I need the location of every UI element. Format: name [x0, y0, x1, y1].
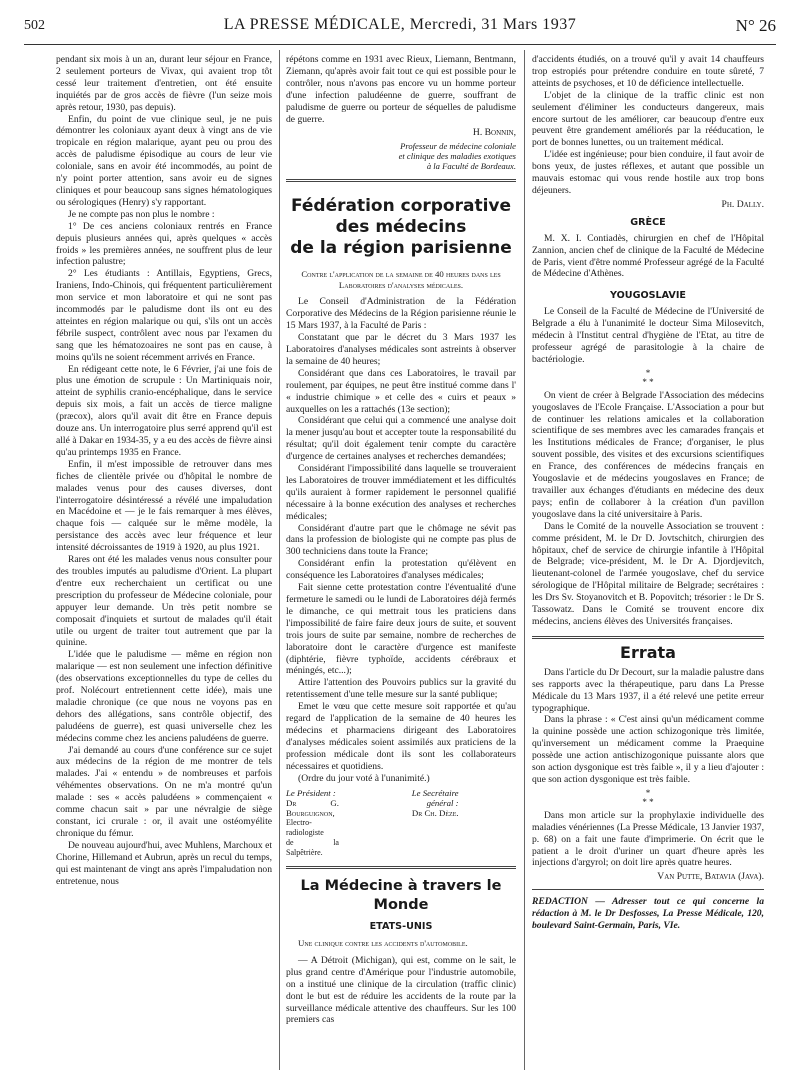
column-divider-2 [524, 50, 525, 1070]
president-title: Electro-radiologiste [286, 817, 324, 837]
author-signature: Van Putte, Batavia (Java). [657, 871, 764, 883]
col2-paragraph: répétons comme en 1931 avec Rieux, Liemann, Bentmann, Ziemann, qu'après avoir fait tout ce qui est possible pour le contrôler, nous n'avons pas encore vu un homme porteur d'une infection paludéenne de guerre, souffrant de paludisme de guerre ou porteur de séquelles de paludisme de guerre. [286, 54, 516, 125]
monde-paragraph: — A Détroit (Michigan), qui est, comme on le sait, le plus grand centre d'Amérique pour l'industrie automobile, on a institué une clinique de la circulation (traffic clinic) dont le but est de réduire les accidents de la route par la surveillance médicale attentive des chauffeurs. Sur les 100 premiers cas [286, 954, 516, 1026]
col1-paragraph: J'ai demandé au cours d'une conférence sur ce sujet aux médecins de la région de me montrer de tels malades. J'ai « entendu » de nombreuses et parfois véhémentes observations. On ne m'a montré qu'un malade : ses « accès paludéens » commençaient « comme chacun sait » par une névralgie de siège constant, ici crurale : or, il avait une ostéomyélite chronique du fémur. [56, 744, 272, 839]
secretary-label: Le Secrétaire général : [411, 787, 459, 808]
author-affiliation: et clinique des maladies exotiques [398, 151, 516, 162]
federation-signatures [286, 788, 516, 858]
yougo-paragraph: Le Conseil de la Faculté de Médecine de l'Université de Belgrade a élu à l'unanimité le docteur Sima Milosevitch, médecin à l'Institut central d'hygiène de l'Etat, au titre de professeur agrégé de parasitologie à la chaire de bactériologie. [532, 306, 764, 365]
title-line: de la région parisienne [290, 238, 512, 259]
col3-paragraph: d'accidents étudiés, on a trouvé qu'il y avait 14 chauffeurs trop estropiés pour prétendre conduire en toute sûreté, 7 atteints de psychoses, et 10 de déficience intellectuelle. [532, 54, 764, 89]
secretary-name: Dr Ch. Dèze. [411, 807, 459, 818]
col3-paragraph: L'idée est ingénieuse; pour bien conduire, il faut avoir de bons yeux, de justes réflexes, et autant que possible un mauvais estomac qui vous rende hostile aux trop bons déjeuners. [532, 149, 764, 196]
issue-number: N° 26 [735, 16, 776, 35]
president-label: Le Président : [286, 787, 336, 798]
president-block [286, 788, 396, 858]
federation-paragraph: Attire l'attention des Pouvoirs publics sur la gravité du retentissement d'une telle mesure sur la santé publique; [286, 677, 516, 701]
federation-paragraph: Constatant que par le décret du 3 Mars 1937 les Laboratoires d'analyses médicales sont astreints à observer la semaine de 40 heures; [286, 332, 516, 367]
col1-paragraph: 1° De ces anciens coloniaux rentrés en France depuis plusieurs années qui, après quelques « accès froids » les premières années, ne souffrent plus de leur infection palustre; [56, 220, 272, 268]
col1-paragraph: L'idée que le paludisme — même en région non malarique — est non seulement une infection définitive (des observations exceptionnelles du type de celles du prof. Nolécourt entretiennent cette idée), mais une maladie chronique (ce que nous ne voyons pas en dehors des allégations, sans contrôle objectif, des paludéens de guerre), est quasi universelle chez les médecins comme chez les anciens paludéens de guerre. [56, 649, 272, 744]
federation-paragraph: Emet le vœu que cette mesure soit rapportée et qu'au regard de l'application de la semaine de 40 heures les médecins et pharmaciens dirigeant des Laboratoires d'analyses médicales soient assimilés aux praticiens de la profession médicale dont ils sont les collaborateurs nécessaires et quotidiens. [286, 701, 516, 772]
federation-paragraph: Considérant d'autre part que le chômage ne sévit pas dans la profession de biologiste qui ne compte pas plus de 300 techniciens dans toute la France; [286, 522, 516, 558]
author-affiliation: Professeur de médecine coloniale [400, 141, 516, 152]
section-rule [286, 179, 516, 182]
federation-paragraph: (Ordre du jour voté à l'unanimité.) [298, 772, 430, 784]
federation-paragraph: Considérant que dans ces Laboratoires, le travail par roulement, par équipes, ne peut être institué comme dans l' « industrie chimique » et celle des « cuirs et peaux » auxquelles on les a rattachés (13e section); [286, 367, 516, 415]
president-title: de la Salpêtrière. [286, 837, 339, 857]
federation-paragraph: Considérant que celui qui a commencé une analyse doit la mener jusqu'au bout et accepter toute la responsabilité du résultat; qu'il doit également tenir compte du caractère d'urgence de certaines analyses et recherches demandées; [286, 415, 516, 463]
grece-paragraph: M. X. I. Contiadès, chirurgien en chef de l'Hôpital Zannion, ancien chef de clinique de la Faculté de Médecine de Paris, vient d'être nommé Professeur agrégé de la Faculté de Médecine d'Athènes. [532, 232, 764, 280]
col1-paragraph: De nouveau aujourd'hui, avec Muhlens, Marchoux et Chorine, Hillemand et Aubrun, après un recul du temps, qui est maintenant de vingt ans après l'impaludation non entretenue, nous [56, 839, 272, 887]
country-heading: YOUGOSLAVIE [610, 290, 686, 302]
header-rule [24, 44, 776, 45]
monde-subtitle: Une clinique contre les accidents d'automobile. [298, 938, 468, 949]
redaction-notice: REDACTION — Adresser tout ce qui concerne la rédaction à M. le Dr Desfosses, La Presse Médicale, 120, boulevard Saint-Germain, Paris, VIe. [532, 896, 764, 932]
country-heading: ETATS-UNIS [369, 920, 433, 932]
author-affiliation: à la Faculté de Bordeaux. [426, 161, 516, 172]
section-rule [532, 889, 764, 890]
col1-paragraph: pendant six mois à un an, durant leur séjour en France, 2 seulement porteurs de Vivax, qui avaient trop tôt cessé leur traitement d'entretien, ont été ensuite inquiétés par de gros accès de fièvre (l'un seize mois après retour, 1930, pas depuis). [56, 54, 272, 113]
federation-title [286, 196, 516, 259]
author-signature: Ph. Dally. [721, 198, 764, 210]
errata-paragraph: Dans l'article du Dr Decourt, sur la maladie palustre dans ses rapports avec la thérapeutique, paru dans La Presse Médicale du 13 Mars 1937, il a été relevé une petite erreur typographique. [532, 666, 764, 714]
separator-stars: * * * [642, 787, 654, 807]
col1-paragraph: Enfin, du point de vue clinique seul, je ne puis démontrer les coloniaux ayant deux à vingt ans de vie tropicale en région malarique, ayant peu ou prou des accès de paludisme épisodique au cours de leur vie coloniale, sans en avoir été incommodés, au point de n'y point porter attention, sans avoir eu de signes cliniques et pour beaucoup sans signes hématologiques ou sérologiques (Henry) s'y rapportant. [56, 113, 272, 208]
separator-stars: * * * [642, 367, 654, 387]
secretary-block [406, 788, 516, 858]
country-heading: GRÈCE [630, 216, 666, 228]
section-rule [286, 866, 516, 869]
col3-paragraph: L'objet de la clinique de la traffic clinic est non seulement d'éliminer les conducteurs dangereux, mais encore surtout de les améliorer, car beaucoup d'entre eux peuvent être grandement améliorés par la rééducation, le port de bonnes lunettes, ou un traitement médical. [532, 89, 764, 149]
monde-title: La Médecine à travers le Monde [300, 877, 502, 913]
col1-paragraph: 2° Les étudiants : Antillais, Egyptiens, Grecs, Iraniens, Indo-Chinois, qui fréquentent particulièrement mon service et mon laboratoire et qui ne sont pas incommodés par le paludisme dont ils ont eu des atteintes en région malarique ou qui, s'ils ont un accès fébrile suspect, contrôlent avec nous par l'examen du sang que les hématozoaires ne sont pas en cause, à moins qu'ils ne soient récemment arrivés en France. [56, 268, 272, 363]
federation-subhead: Contre l'application de la semaine de 40 heures dans les Laboratoires d'analyses médicales. [301, 269, 501, 290]
column-2 [286, 54, 516, 1026]
section-rule [532, 636, 764, 639]
yougo-paragraph: Dans le Comité de la nouvelle Association se trouvent : comme président, M. le Dr D. Jovtschitch, chirurgien des hôpitaux, chef de service de chirurgie infantile à l'Hôpital de Belgrade; vice-président, M. le Dr A. Djordjevitch, lieutenant-colonel de l'armée yougoslave, chef du service sérologique de l'Hôpital militaire de Belgrade; secrétaires : les Drs Sv. Stoyanovitch et B. Popovitch; trésorier : le Dr S. Tassowatz. Dans le Comité se trouvent encore dix médecins, anciens élèves des Universités françaises. [532, 520, 764, 627]
errata-paragraph: Dans la phrase : « C'est ainsi qu'un médicament comme la quinine possède une action schizogonique très limitée, qu'inversement un médicament comme la Praequine possède une action antischizogonique puissante alors que son action dysgonique est très faible », il y a lieu d'ajouter : que son action dysgonique est très faible. [532, 714, 764, 785]
col1-paragraph: Rares ont été les malades venus nous consulter pour des troubles imputés au paludisme d'Orient. La plupart d'entre eux recherchaient un certificat ou une prescription du professeur de Médecine coloniale, pour appuyer leur demande. Un très petit nombre se composait d'inquiets et surtout de malades qu'il était utile ou urgent de traiter tout autrement que par la quinine. [56, 554, 272, 649]
column-3 [532, 54, 764, 932]
president-name: Dr G. Bourguignon, [286, 797, 339, 818]
column-1 [56, 54, 272, 887]
errata-title: Errata [620, 642, 676, 662]
yougo-paragraph: On vient de créer à Belgrade l'Association des médecins yougoslaves de l'Ecole Française. L'Association a pour but de continuer les relations amicales et la collaboration scientifique de ses membres avec les camarades français et les Institutions médicales de France; d'organiser, le plus souvent possible, des visites et des excursions scientifiques en France, des conférences de médecins français en Yougoslavie et de médecins yougoslaves en France; de travailler aux échanges d'étudiants en médecine des deux pays; enfin de collaborer à la création d'un pavillon yougoslave dans la cité universitaire à Paris. [532, 389, 764, 520]
author-signature: H. Bonnin, [472, 127, 516, 139]
col1-paragraph: Enfin, il m'est impossible de retrouver dans mes fiches de clientèle privée ou d'hôpital le nombre de malades venus pour des causes diverses, dont l'interrogatoire désintéressé a révélé une impaludation en Macédoine et — je le fais remarquer à mes élèves, chaque fois — calquée sur le même modèle, la persistance des accès avec leur fréquence et leur intensité décroissantes de 1919 à 1920, au plus 1921. [56, 458, 272, 554]
title-line: Fédération corporative [290, 196, 512, 217]
column-divider-1 [279, 50, 280, 1070]
federation-paragraph: Le Conseil d'Administration de la Fédération Corporative des Médecins de la Région parisienne réunie le 15 Mars 1937, à la Faculté de Paris : [286, 296, 516, 332]
title-line: des médecins [335, 217, 467, 238]
federation-paragraph: Fait sienne cette protestation contre l'éventualité d'une fermeture le samedi ou le lundi de Laboratoires déjà fermés le dimanche, ce qui mettrait tous les praticiens dans l'impossibilité de faire faire deux jours de suite, et souvent trois jours de suite par semaine, nombre de recherches de laboratoire dont le caractère d'urgence est manifeste (diphtérie, fièvre typhoïde, accidents cérébraux et méningés, etc...); [286, 582, 516, 677]
page-header [24, 12, 776, 38]
federation-paragraph: Considérant l'impossibilité dans laquelle se trouveraient les Laboratoires de trouver immédiatement et les difficultés qu'ils auraient à former rapidement le personnel qualifié nécessaire à la bonne exécution des analyses et recherches médicales; [286, 463, 516, 522]
federation-paragraph: Considérant enfin la protestation qu'élèvent en conséquence les Laboratoires d'analyses médicales; [286, 558, 516, 582]
col1-paragraph: Je ne compte pas non plus le nombre : [68, 208, 215, 220]
errata-paragraph: Dans mon article sur la prophylaxie individuelle des maladies vénériennes (La Presse Médicale, 13 Janvier 1937, p. 68) on a fait une faute d'imprimerie. On écrit que le patient a le droit d'uriner un quart d'heure après les injections d'argyrol; on doit lire après quatre heures. [532, 809, 764, 869]
page-number: 502 [24, 18, 45, 33]
journal-title: LA PRESSE MÉDICALE, Mercredi, 31 Mars 1937 [223, 16, 577, 33]
col1-paragraph: En rédigeant cette note, le 6 Février, j'ai une fois de plus une émotion de scrupule : Un Martiniquais noir, atteint de syphilis cranio-encéphalique, dans le service depuis six mois, a fait un accès de tierce maligne (præcox), alors qu'il avait dit être en France depuis douze ans. Un interrogatoire plus serré apprend qu'il est allé à Dakar en 1934-35, y a eu des accès de fièvre ainsi qu'au printemps 1935 en France. [56, 363, 272, 458]
